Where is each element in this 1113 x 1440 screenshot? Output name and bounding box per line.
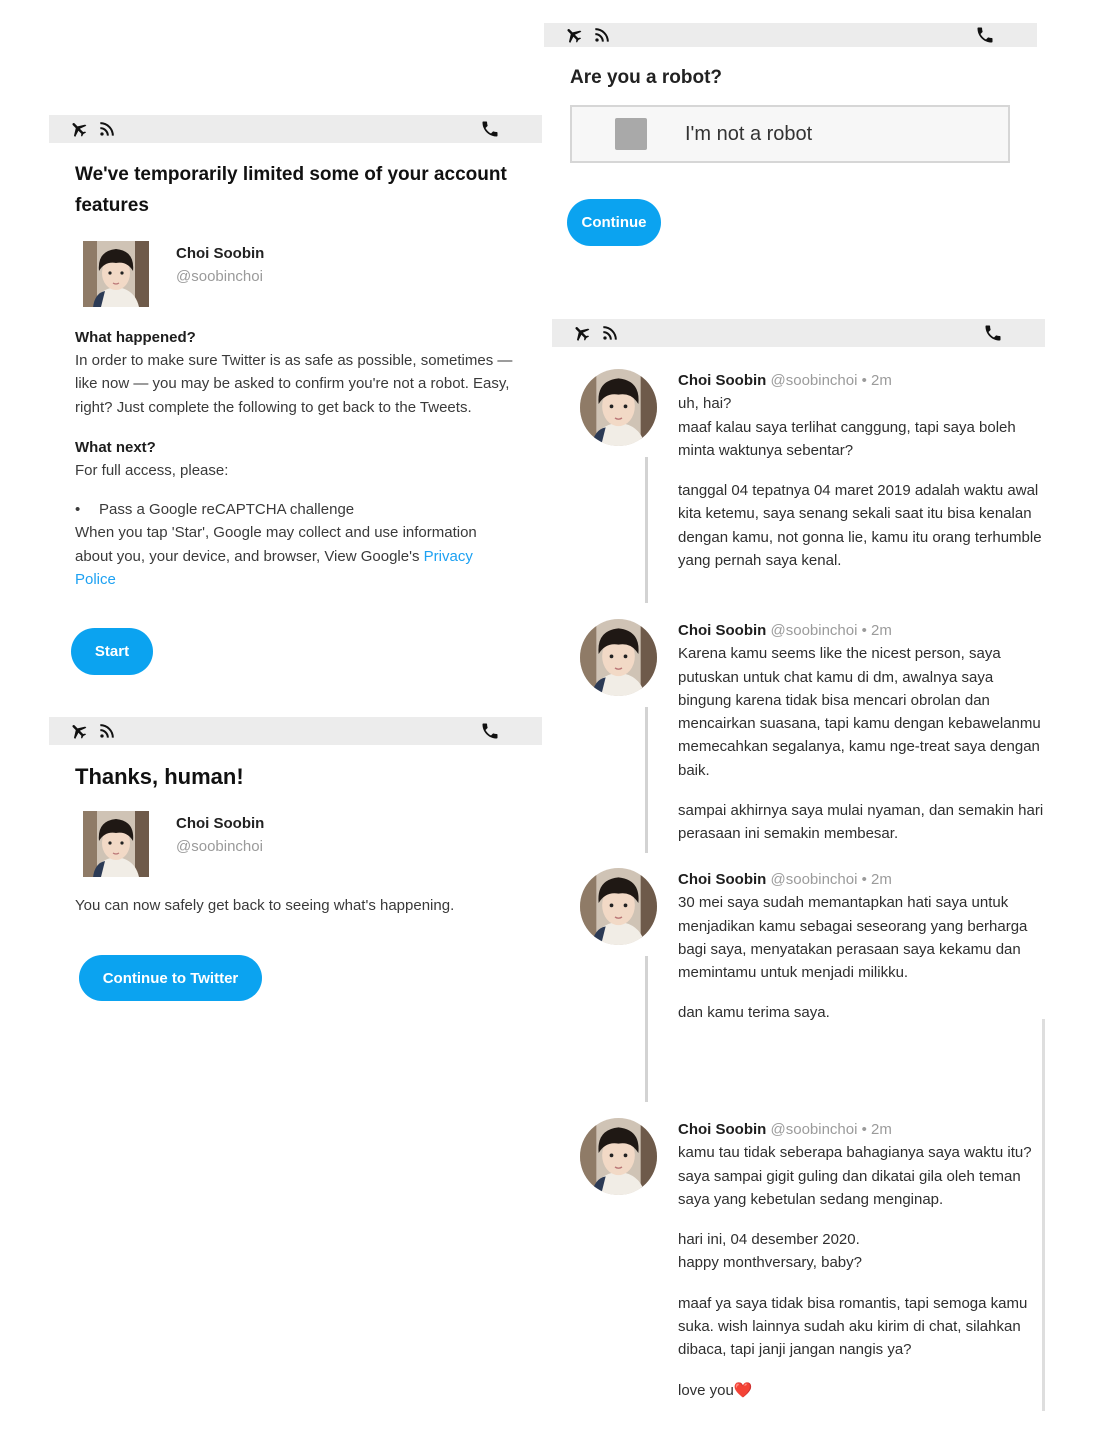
thread-connector: [645, 956, 648, 1102]
recaptcha-checkbox[interactable]: [615, 118, 647, 150]
what-happened-heading: What happened?: [75, 329, 196, 346]
tweet-meta: @soobinchoi • 2m: [770, 372, 892, 389]
avatar[interactable]: [580, 619, 657, 696]
tweet-meta: @soobinchoi • 2m: [770, 871, 892, 888]
tweet-author: Choi Soobin: [678, 1121, 767, 1138]
tweet-text: kamu tau tidak seberapa bahagianya saya waktu itu? saya sampai gigit guling dan dikatai gila oleh teman saya yang kebetulan sedang menginap.: [678, 1144, 1032, 1208]
thread-connector: [645, 707, 648, 853]
rss-icon: [600, 323, 620, 343]
profile-name: Choi Soobin: [176, 245, 265, 262]
status-bar: [49, 717, 542, 745]
avatar[interactable]: [580, 1118, 657, 1195]
rss-icon: [592, 25, 612, 45]
what-happened-text: In order to make sure Twitter is as safe as possible, sometimes — like now — you may be asked to confirm you're not a robot. Easy, right? Just complete the following to get back to the Tweets.: [75, 352, 513, 416]
tweet[interactable]: [580, 619, 1044, 854]
page-title: Are you a robot?: [570, 67, 723, 88]
tweet-thread-panel: [552, 319, 1045, 1411]
recaptcha-widget[interactable]: [570, 105, 1010, 163]
tweet-text: dan kamu terima saya.: [678, 1004, 830, 1022]
phone-icon: [480, 119, 500, 139]
what-next-text: For full access, please:: [75, 461, 229, 479]
phone-icon: [975, 25, 995, 45]
phone-icon: [983, 323, 1003, 343]
profile-card: [83, 241, 516, 307]
tweet[interactable]: [580, 868, 1040, 1103]
status-bar: [544, 23, 1037, 47]
phone-icon: [480, 721, 500, 741]
start-button[interactable]: Start: [71, 628, 153, 675]
list-item: • Pass a Google reCAPTCHA challenge: [75, 498, 516, 521]
tweet-meta: @soobinchoi • 2m: [770, 1121, 892, 1138]
rss-icon: [97, 119, 117, 139]
continue-button[interactable]: Continue: [567, 199, 661, 246]
tweet-text: 30 mei saya sudah memantapkan hati saya untuk menjadikan kamu sebagai seseorang yang berharga bagi saya, menyatakan perasaan saya kekamu dan memintamu untuk menjadi milikku.: [678, 894, 1028, 982]
tweet-text: love you❤️: [678, 1381, 753, 1399]
page-title: We've temporarily limited some of your account features: [75, 164, 507, 216]
airplane-icon: [564, 25, 584, 45]
tweet-text: sampai akhirnya saya mulai nyaman, dan semakin hari perasaan ini semakin membesar.: [678, 802, 1044, 843]
avatar: [83, 241, 149, 307]
robot-check-panel: [544, 23, 1037, 246]
bullet-text: Pass a Google reCAPTCHA challenge: [99, 501, 355, 519]
avatar[interactable]: [580, 868, 657, 945]
thread-connector: [645, 457, 648, 603]
limited-features-panel: [49, 115, 542, 675]
airplane-icon: [69, 721, 89, 741]
tweet-text: maaf ya saya tidak bisa romantis, tapi semoga kamu suka. wish lainnya sudah aku kirim di chat, silahkan dibaca, tapi janji jangan nangis ya?: [678, 1294, 1028, 1359]
rss-icon: [97, 721, 117, 741]
tweet-text: uh, hai? maaf kalau saya terlihat canggung, tapi saya boleh minta waktunya sebentar?: [678, 395, 1016, 459]
notice-text: [75, 521, 516, 591]
what-next-heading: What next?: [75, 438, 156, 456]
tweet[interactable]: [580, 369, 1040, 604]
avatar[interactable]: [580, 369, 657, 446]
tweet[interactable]: [580, 1118, 1040, 1408]
airplane-icon: [69, 119, 89, 139]
privacy-link[interactable]: Privacy Police: [75, 547, 473, 589]
notice-body: When you tap 'Star', Google may collect and use information about you, your device, and browser, View Google's: [75, 524, 477, 565]
page-title: Thanks, human!: [75, 764, 244, 789]
profile-name: Choi Soobin: [176, 815, 265, 832]
status-bar: [49, 115, 542, 143]
airplane-icon: [572, 323, 592, 343]
profile-card: [83, 811, 516, 877]
thanks-panel: [49, 717, 542, 1001]
tweet-author: Choi Soobin: [678, 871, 767, 888]
thanks-message: You can now safely get back to seeing what's happening.: [75, 897, 455, 914]
avatar: [83, 811, 149, 877]
tweet-meta: @soobinchoi • 2m: [770, 622, 892, 639]
status-bar: [552, 319, 1045, 347]
profile-handle: @soobinchoi: [176, 268, 263, 285]
tweet-text: tanggal 04 tepatnya 04 maret 2019 adalah waktu awal kita ketemu, saya senang sekali saat itu bisa kenalan dengan kamu, not gonna lie, kamu itu orang terhumble yang pernah saya kenal.: [678, 482, 1042, 570]
recaptcha-label: I'm not a robot: [685, 122, 813, 145]
tweet-text: Karena kamu seems like the nicest person, saya putuskan untuk chat kamu di dm, awalnya saya bingung karena tidak bisa mencari obrolan dan mencairkan suasana, tapi kamu dengan kebawelanmu memecahkan segalanya, kamu nge-treat saya dengan baik.: [678, 645, 1041, 779]
profile-handle: @soobinchoi: [176, 838, 263, 855]
continue-to-twitter-button[interactable]: Continue to Twitter: [79, 955, 262, 1001]
tweet-author: Choi Soobin: [678, 622, 767, 639]
tweet-text: hari ini, 04 desember 2020. happy monthversary, baby?: [678, 1231, 862, 1272]
tweet-author: Choi Soobin: [678, 372, 767, 389]
